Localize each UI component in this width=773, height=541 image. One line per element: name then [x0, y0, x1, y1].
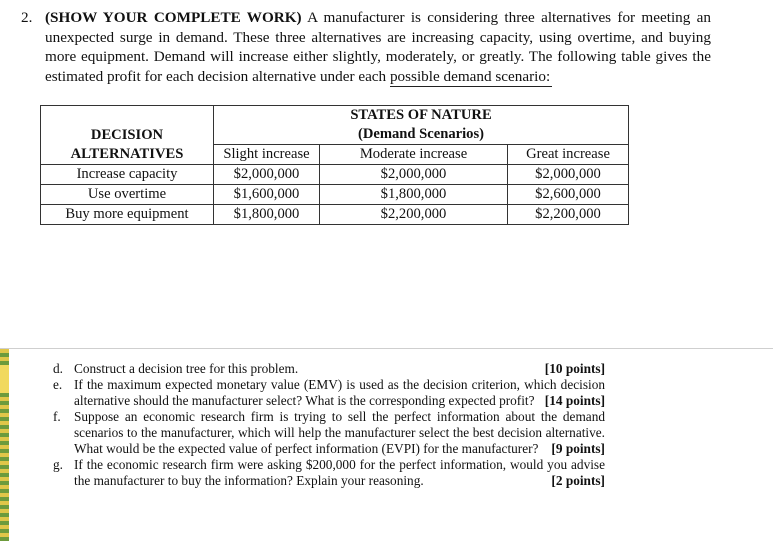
- sub-questions: [53, 361, 605, 489]
- table-header-row-1: [41, 106, 629, 145]
- question-text: A manufacturer is considering three alternatives for meeting an unexpected surge in demand. These three alternatives are increasing capacity, using overtime, and buying more equipment. Demand will increase either slightly, moderately, or greatly. The following table gives the estimated profit for each decision alternative under each: [45, 9, 711, 85]
- part-text: Suppose an economic research firm is trying to sell the perfect information about the demand scenarios to the manufacturer, which will help the manufacturer select the best decision alternative. What would be the expected value of perfect information (EVPI) for the manufacturer?: [74, 409, 605, 456]
- part-letter: f.: [53, 409, 61, 424]
- part-text: If the economic research firm were asking $200,000 for the perfect information, would you advise the manufacturer to buy the information? Explain your reasoning.: [74, 457, 605, 488]
- corner-line-2: ALTERNATIVES: [70, 146, 184, 162]
- row-label: Buy more equipment: [41, 205, 214, 225]
- table-cell: $2,600,000: [508, 185, 629, 205]
- part-e: [53, 377, 605, 409]
- table-cell: $2,000,000: [508, 165, 629, 185]
- part-text: Construct a decision tree for this problem.: [74, 361, 299, 376]
- part-points: [14 points]: [544, 393, 605, 408]
- part-letter: g.: [53, 457, 63, 472]
- part-letter: e.: [53, 377, 63, 392]
- table-cell: $1,800,000: [320, 185, 508, 205]
- part-g: [53, 457, 605, 489]
- part-points: [9 points]: [551, 441, 605, 456]
- table-cell: $2,200,000: [320, 205, 508, 225]
- part-points: [10 points]: [544, 361, 605, 376]
- corner-line-1: DECISION: [90, 127, 164, 143]
- table-cell: $2,000,000: [320, 165, 508, 185]
- states-of-nature-header: [214, 106, 629, 145]
- part-text: If the maximum expected monetary value (EMV) is used as the decision criterion, which decision alternative should the manufacturer select? What is the corresponding expected profit?: [74, 377, 605, 408]
- states-line-2: (Demand Scenarios): [357, 126, 485, 142]
- column-header: Moderate increase: [320, 145, 508, 165]
- question-text-last: possible demand scenario:: [390, 67, 552, 88]
- table-cell: $2,200,000: [508, 205, 629, 225]
- page-edge-strip: [0, 349, 9, 541]
- table-cell: $2,000,000: [214, 165, 320, 185]
- column-header: Great increase: [508, 145, 629, 165]
- row-label: Use overtime: [41, 185, 214, 205]
- states-line-1: STATES OF NATURE: [350, 107, 492, 123]
- part-f: [53, 409, 605, 457]
- table-row: [41, 185, 629, 205]
- row-label: Increase capacity: [41, 165, 214, 185]
- question-heading: (SHOW YOUR COMPLETE WORK): [45, 9, 302, 26]
- question-2: [21, 8, 711, 87]
- table-cell: $1,600,000: [214, 185, 320, 205]
- section-divider: [0, 348, 773, 349]
- part-d: [53, 361, 605, 377]
- question-body: [45, 8, 711, 87]
- table-row: [41, 205, 629, 225]
- table-row: [41, 165, 629, 185]
- table-cell: $1,800,000: [214, 205, 320, 225]
- part-points: [2 points]: [551, 473, 605, 488]
- column-header: Slight increase: [214, 145, 320, 165]
- question-number: 2.: [21, 9, 33, 26]
- table-corner-header: [41, 106, 214, 165]
- part-letter: d.: [53, 361, 63, 376]
- payoff-table: [40, 105, 629, 225]
